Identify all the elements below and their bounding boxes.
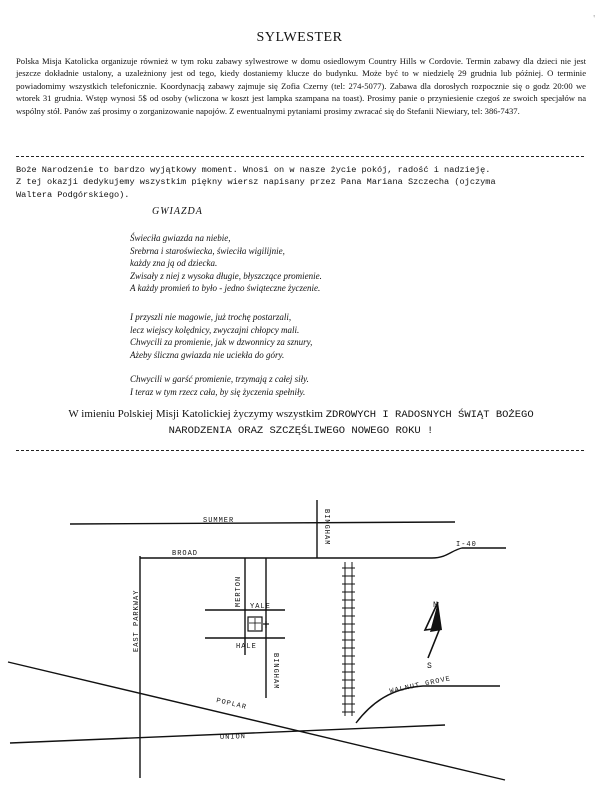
announcement-line: (wliczona w koszt jest lampka szampana na toast). Prosimy panie o przyniesienie czegoś ze swoich specjałów na wspólny stół. Panów [16, 93, 587, 116]
poplar-label: POPLAR [215, 697, 248, 712]
east-parkway-label: EAST PARKWAY [133, 589, 141, 652]
holiday-greeting [16, 407, 586, 438]
poem-line: I przyszli nie magowie, już trochę postarzali, [130, 312, 292, 322]
i40-label: I-40 [456, 541, 477, 549]
poem-line: Świeciła gwiazda na niebie, [130, 233, 231, 243]
announcement-line: Polska Misja Katolicka organizuje również w tym roku zabawy sylwestrowe w domu osiedlowym Country Hills w Cordovie. Termin [16, 56, 491, 66]
poem-line: Chwycili w garść promienie, trzymają z całej siły. [130, 374, 309, 384]
summer-street [70, 522, 455, 524]
intro-line: Waltera Podgórskiego). [16, 189, 130, 200]
announcement-line: to w niedzielę 29 grudnia lub później. O terminie powiadomimy wszystkich telefonicznie. Koordynacją zabawy zajmuje się Zofia [16, 68, 587, 91]
announcement-line: zabawy dla dzieci nie jest jeszcze dokładnie ustalony, a uzależniony jest od tego, kiedy dostaniemy klucze do budynku. Może być [16, 56, 586, 79]
bingham-lower-label: BINGHAM [271, 653, 279, 690]
poem-line: A każdy promień to było - jedno świąteczne życzenie. [130, 283, 321, 294]
poem-line: Srebrna i staroświecka, świeciła wigilijnie, [130, 245, 285, 256]
railroad-tracks [342, 562, 355, 716]
poem-line: lecz wiejscy kolędnicy, zwyczajni chłopcy mali. [130, 324, 300, 335]
bingham-upper-label: BINGHAM [322, 509, 330, 546]
intro-line: Boże Narodzenie to bardzo wyjątkowy moment. Wnosi on w nasze życie pokój, radość i nadzieję. [16, 165, 491, 175]
poem-line: I teraz w tym rzecz cała, by się życzenia spełniły. [130, 386, 306, 397]
poem-stanza-1 [130, 232, 460, 295]
page-title: SYLWESTER [256, 30, 343, 45]
location-map [0, 480, 599, 800]
compass-south-label: S [427, 662, 432, 671]
walnut-grove-road [356, 686, 500, 723]
compass-icon [425, 602, 442, 658]
poem-title: GWIAZDA [152, 206, 203, 217]
compass-north-label: N [433, 601, 438, 610]
announcement-line: Czerny (tel: 274-5077). Zabawa dla dorosłych rozpocznie się o godz 20:00 we wtorek 31 grudnia. Wstęp wynosi 5$ od osoby [16, 80, 586, 104]
greeting-caps: NARODZENIA ORAZ SZCZĘŚLIWEGO NOWEGO ROKU ! [168, 424, 434, 437]
divider-bottom [16, 450, 584, 451]
hale-label: HALE [236, 643, 257, 651]
divider-top [16, 156, 584, 157]
poem-line: każdy zna ją od dziecka. [130, 258, 218, 269]
poem-line: Chwycili za promienie, jak w dzwonnicy za sznury, [130, 337, 313, 348]
union-label: UNION [219, 733, 247, 742]
announcement-paragraph [16, 55, 586, 117]
greeting-text: W imieniu Polskiej Misji Katolickiej życzymy wszystkim [68, 408, 326, 420]
poem-stanza-3 [130, 373, 460, 398]
greeting-caps: ZDROWYCH I RADOSNYCH ŚWIĄT BOŻEGO [325, 409, 534, 421]
merton-label: MERTON [235, 575, 243, 607]
intro-line: Z tej okazji dedykujemy wszystkim piękny wiersz napisany przez Pana Mariana Szczecha (ojczyma [16, 177, 496, 188]
poem-line: Ażeby śliczna gwiazda nie uciekła do góry. [130, 349, 285, 360]
poem-line: Zwisały z niej z wysoka długie, błyszczące promienie. [130, 270, 322, 281]
summer-label: SUMMER [203, 517, 235, 525]
walnut-grove-label: WALNUT GROVE [388, 675, 452, 696]
intro-paragraph [16, 164, 586, 201]
yale-label: YALE [250, 603, 271, 611]
poem-stanza-2 [130, 311, 460, 361]
broad-label: BROAD [172, 550, 199, 558]
announcement-line: zaś prosimy o zorganizowanie napojów. Z ewentualnymi pytaniami prosimy zwracać się do Stefanii Niewiary, tel: 386-7437. [89, 105, 520, 116]
corner-mark: ' [593, 14, 595, 25]
